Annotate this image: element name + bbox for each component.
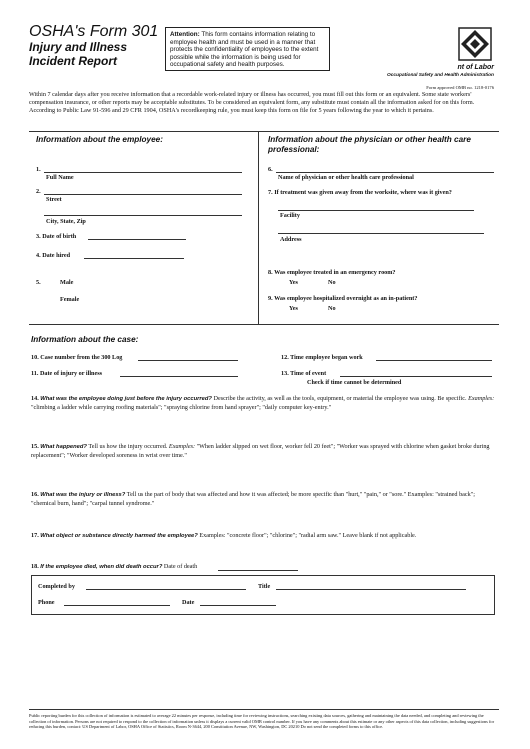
dol-seal-icon — [458, 27, 492, 61]
q14-examples-label: Examples: — [468, 395, 495, 402]
q16-text: Tell us the part of body that was affected and how it was affected; be more specific than "hurt," "pain," or "sore." Examples: "strained back"; "chemical burn, hand"; "carpal tunnel syndrome." — [31, 491, 475, 507]
physician-heading: Information about the physician or other health care professional: — [268, 135, 471, 154]
case-number-field[interactable] — [138, 360, 238, 361]
q18-number: 18. — [31, 563, 39, 570]
q15-number: 15. — [31, 443, 39, 450]
burden-statement: Public reporting burden for this collection of information is estimated to average 22 minutes per response, including time for reviewing instructions, searching existing data sources, gathering and maintaining the data needed, and completing and reviewing the collection of information. Persons are not required to respond to the collection of information unless it displays a current valid OMB control number. If you have any comments about this estimate or any other aspects of this data collection, including suggestions for reducing this burden, contact: US Department of Labor, OSHA Office of Statistics, Room N-3644, 200 Constitution Avenue, NW, Washington, DC 20210 Do not send the completed forms to this office. — [29, 713, 495, 729]
date-hired-label: 4. Date hired — [36, 252, 71, 259]
completed-by-box — [31, 575, 495, 615]
date-of-birth-field[interactable] — [88, 239, 186, 240]
q18-text: Date of death — [163, 563, 198, 570]
question-16 — [31, 491, 495, 507]
q16-question: What was the injury or illness? — [40, 492, 126, 498]
column-divider — [258, 131, 259, 324]
facility-label: Facility — [280, 212, 300, 219]
q17-text: Examples: "concrete floor"; "chlorine"; "radial arm saw." Leave blank if not applicable. — [199, 532, 417, 539]
case-divider — [29, 324, 499, 325]
address-field[interactable] — [278, 233, 484, 234]
department-name: nt of Labor — [457, 64, 494, 71]
emergency-room-label: 8. Was employee treated in an emergency room? — [268, 269, 396, 276]
q14-number: 14. — [31, 395, 39, 402]
time-of-event-label: 13. Time of event — [281, 370, 327, 377]
time-of-event-field[interactable] — [340, 376, 492, 377]
hospitalized-label: 9. Was employee hospitalized overnight as an in-patient? — [268, 295, 418, 302]
employee-heading: Information about the employee: — [36, 135, 163, 144]
case-number-label: 10. Case number from the 300 Log — [31, 354, 123, 361]
completed-by-label: Completed by — [38, 583, 75, 590]
date-of-injury-label: 11. Date of injury or illness — [31, 370, 103, 377]
field-2-number: 2. — [36, 188, 41, 195]
physician-name-field[interactable] — [276, 172, 494, 173]
q16-number: 16. — [31, 491, 39, 498]
attention-box — [165, 27, 330, 71]
section-divider — [29, 131, 499, 132]
date-of-death-field[interactable] — [218, 570, 298, 571]
male-checkbox[interactable]: Male — [60, 279, 74, 286]
phone-label: Phone — [38, 599, 55, 606]
date-label: Date — [182, 599, 195, 606]
er-no-checkbox[interactable]: No — [328, 279, 336, 286]
full-name-field[interactable] — [44, 172, 242, 173]
date-of-injury-field[interactable] — [120, 376, 238, 377]
er-yes-checkbox[interactable]: Yes — [289, 279, 298, 286]
agency-name: Occupational Safety and Health Administration — [387, 73, 494, 78]
date-of-birth-label: 3. Date of birth — [36, 233, 77, 240]
hospital-no-checkbox[interactable]: No — [328, 305, 336, 312]
phone-field[interactable] — [64, 605, 170, 606]
q17-question: What object or substance directly harmed the employee? — [40, 533, 198, 539]
q15-examples-label: Examples: — [168, 443, 196, 450]
physician-name-label: Name of physician or other health care professional — [278, 174, 414, 181]
street-label: Street — [46, 196, 62, 203]
date-hired-field[interactable] — [84, 258, 184, 259]
hospital-yes-checkbox[interactable]: Yes — [289, 305, 298, 312]
female-checkbox[interactable]: Female — [60, 296, 80, 303]
question-17 — [31, 532, 495, 541]
treatment-location-label: 7. If treatment was given away from the worksite, where was it given? — [268, 189, 452, 196]
time-undetermined-checkbox[interactable]: Check if time cannot be determined — [307, 379, 402, 386]
city-state-zip-label: City, State, Zip — [46, 218, 86, 225]
facility-field[interactable] — [278, 210, 474, 211]
q18-question: If the employee died, when did death occur? — [40, 564, 163, 570]
city-state-zip-field[interactable] — [44, 215, 242, 216]
street-field[interactable] — [44, 194, 242, 195]
field-5-number: 5. — [36, 279, 41, 286]
q17-number: 17. — [31, 532, 39, 539]
footer-divider — [29, 709, 499, 710]
case-heading: Information about the case: — [31, 335, 139, 344]
address-label: Address — [280, 236, 302, 243]
time-began-work-label: 12. Time employee began work — [281, 354, 363, 361]
date-field[interactable] — [200, 605, 276, 606]
omb-number: Form approved OMB no. 1218-0176 — [426, 85, 494, 90]
question-15 — [31, 443, 495, 459]
field-6-number: 6. — [268, 166, 273, 173]
q15-question: What happened? — [40, 444, 87, 450]
form-title: OSHA's Form 301 — [29, 23, 159, 40]
q15-text: Tell us how the injury occurred. — [88, 443, 168, 450]
time-began-work-field[interactable] — [376, 360, 492, 361]
q15-examples: "When ladder slipped on wet floor, worker fell 20 feet"; "Worker was sprayed with chlorine when gasket broke during replacement"; "Worker developed soreness in wrist over time." — [31, 443, 490, 459]
attention-label: Attention: — [170, 31, 200, 38]
title-field[interactable] — [276, 589, 466, 590]
attention-text: This form contains information relating to employee health and must be used in a manner that protects the confidentiality of employees to the extent possible while the information is being used for occupational safety and health purposes. — [170, 31, 319, 69]
q14-examples: "climbing a ladder while carrying roofing materials"; "spraying chlorine from hand sprayer"; "daily computer key-entry." — [31, 403, 332, 411]
title-label: Title — [258, 583, 271, 590]
field-1-number: 1. — [36, 166, 41, 173]
completed-by-field[interactable] — [86, 589, 246, 590]
intro-paragraph: Within 7 calendar days after you receive information that a recordable work-related injury or illness has occurred, you must fill out this form or an equivalent. Some state workers' compensation insurance, or other reports may be acceptable substitutes. To be considered an equivalent form, any substitute must contain all the information asked for on this form. According to Public Law 91-596 and 29 CFR 1904, OSHA's recordkeeping rule, you must keep this form on file for 5 years following the year to which it pertains. — [29, 91, 475, 114]
full-name-label: Full Name — [46, 174, 74, 181]
form-subtitle: Injury and Illness Incident Report — [29, 40, 128, 68]
q14-question: What was the employee doing just before the injury occurred? — [40, 396, 212, 402]
q14-text: Describe the activity, as well as the tools, equipment, or material the employee was using. Be specific. — [213, 395, 467, 402]
question-14 — [31, 395, 495, 411]
